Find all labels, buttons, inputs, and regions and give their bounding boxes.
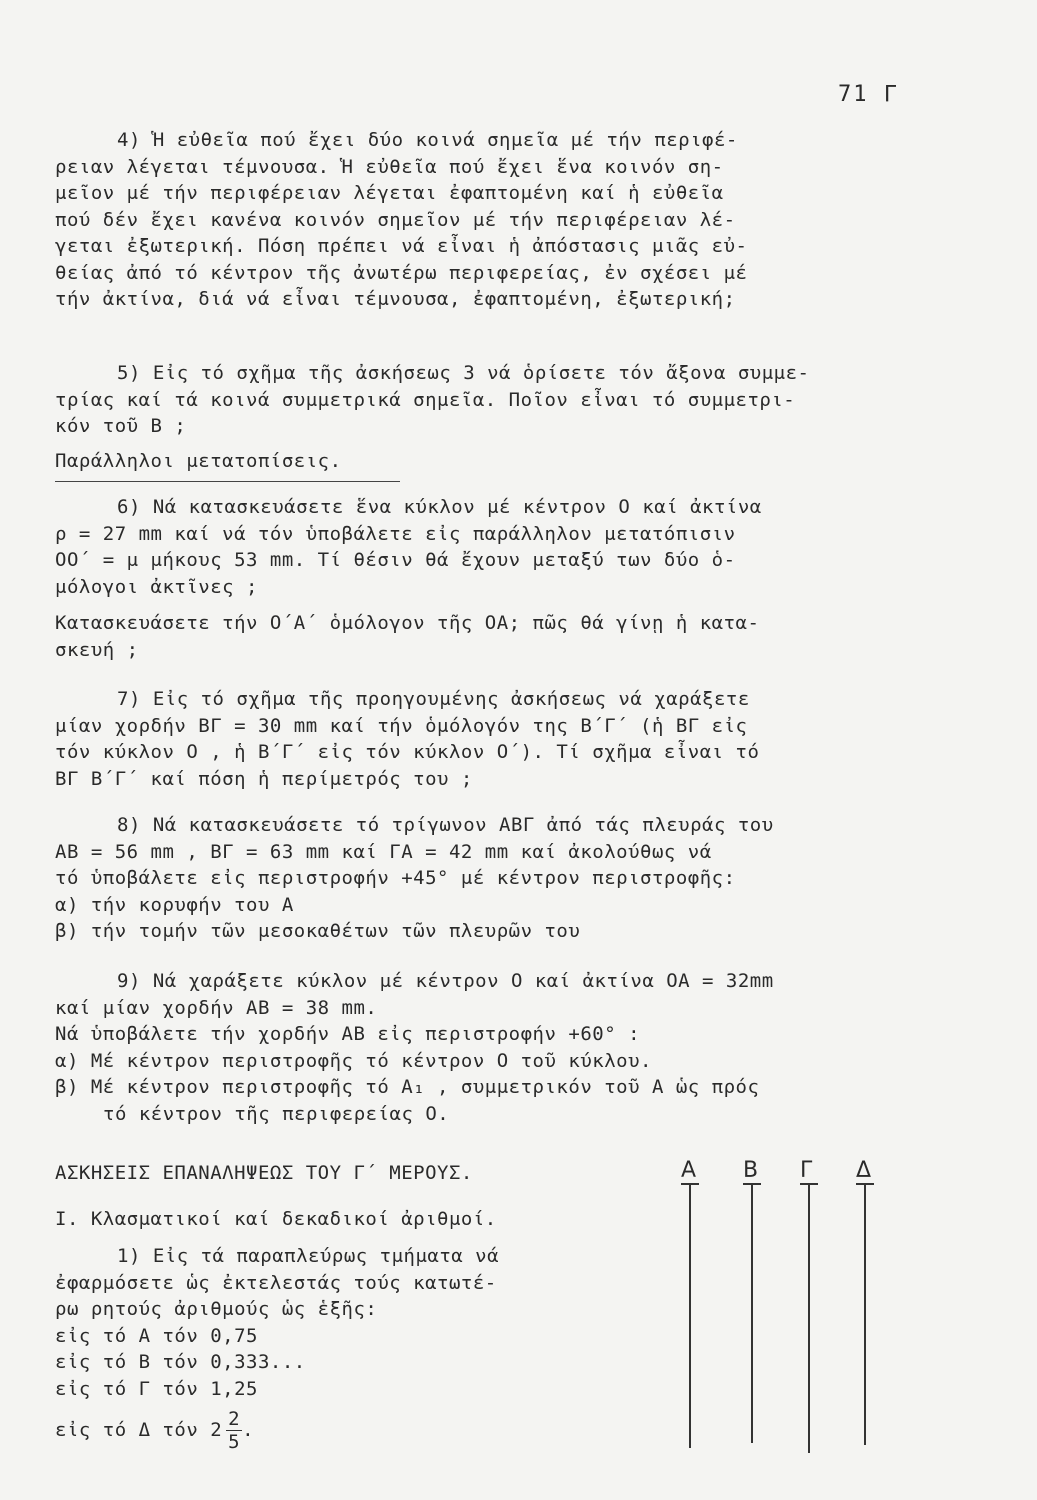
text-line: εἰς τό Γ τόν 1,25	[55, 1377, 258, 1400]
segment-label-b: Β	[743, 1158, 759, 1183]
segment-label-a: Α	[681, 1158, 697, 1183]
segment-b	[751, 1183, 753, 1443]
review-heading	[55, 1160, 960, 1187]
fraction-numerator: 2	[228, 1408, 241, 1430]
text-line: ρειαν λέγεται τέμνουσα. Ἡ εὐθεῖα πού ἔχει ἕνα κοινόν ση-	[55, 155, 724, 178]
text-line: ρ = 27 mm καί νά τόν ὑποβάλετε εἰς παράλληλον μετατόπισιν	[55, 522, 736, 545]
segment-g	[808, 1183, 810, 1453]
text-line: Νά ὑποβάλετε τήν χορδήν ΑΒ εἰς περιστροφήν +60° :	[55, 1023, 641, 1045]
section-underline	[55, 481, 400, 482]
review-exercise-1	[55, 1243, 615, 1453]
exercise-8	[55, 812, 960, 945]
mixed-number-line	[55, 1408, 615, 1453]
text-line: ρω ρητούς ἀριθμούς ὡς ἑξῆς:	[55, 1298, 378, 1320]
text-line: πού δέν ἔχει κανένα κοινόν σημεῖον μέ τήν περιφέρειαν λέ-	[55, 208, 736, 231]
text-line: μίαν χορδήν ΒΓ = 30 mm καί τήν ὁμόλογόν της Β΄Γ΄ (ἡ ΒΓ εἰς	[55, 714, 748, 737]
text-line: κόν τοῦ Β ;	[55, 415, 187, 437]
segment-label-g: Γ	[800, 1158, 813, 1183]
text-line: καί μίαν χορδήν ΑΒ = 38 mm.	[55, 996, 378, 1019]
text-line: ἐφαρμόσετε ὡς ἐκτελεστάς τούς κατωτέ-	[55, 1271, 497, 1294]
text-line: ΑΒ = 56 mm , ΒΓ = 63 mm καί ΓΑ = 42 mm καί ἀκολούθως νά	[55, 840, 712, 863]
text-line: σκευή ;	[55, 638, 139, 661]
text-line: β) τήν τομήν τῶν μεσοκαθέτων τῶν πλευρῶν του	[55, 920, 581, 942]
text-line: εἰς τό Β τόν 0,333...	[55, 1351, 306, 1373]
text-line: εἰς τό Δ τόν 2	[55, 1419, 223, 1441]
text-line: 9) Νά χαράξετε κύκλον μέ κέντρον Ο καί ἀκτίνα ΟΑ = 32mm	[117, 970, 774, 992]
subsection-title: I. Κλασματικοί καί δεκαδικοί ἀριθμοί.	[55, 1208, 497, 1230]
text-line: 1) Εἰς τά παραπλεύρως τμήματα νά	[117, 1245, 500, 1267]
text-line: τρίας καί τά κοινά συμμετρικά σημεῖα. Ποῖον εἶναι τό συμμετρι-	[55, 388, 796, 411]
text-line: 7) Εἰς τό σχῆμα τῆς προηγουμένης ἀσκήσεως νά χαράξετε	[117, 688, 750, 710]
fraction-tail: .	[242, 1419, 255, 1441]
section-title: Παράλληλοι μετατοπίσεις.	[55, 450, 342, 472]
text-line: α) Μέ κέντρον περιστροφῆς τό κέντρον Ο τοῦ κύκλου.	[55, 1049, 652, 1072]
text-line: θείας ἀπό τό κέντρον τῆς ἀνωτέρω περιφερείας, ἐν σχέσει μέ	[55, 261, 748, 284]
exercise-4	[55, 127, 960, 313]
fraction-denominator: 5	[228, 1431, 241, 1453]
text-line: 6) Νά κατασκευάσετε ἕνα κύκλον μέ κέντρον Ο καί ἀκτίνα	[117, 496, 762, 518]
exercise-5	[55, 360, 960, 440]
text-line: μεῖον μέ τήν περιφέρειαν λέγεται ἐφαπτομένη καί ἡ εὐθεῖα	[55, 182, 724, 204]
subsection-heading	[55, 1206, 960, 1233]
exercise-6	[55, 494, 960, 663]
page-number: 71 Γ	[838, 82, 899, 107]
segment-a	[689, 1183, 691, 1448]
text-line: τήν ἀκτίνα, διά νά εἶναι τέμνουσα, ἐφαπτομένη, ἐξωτερική;	[55, 288, 736, 310]
text-line: τό κέντρον τῆς περιφερείας Ο.	[103, 1102, 450, 1125]
text-line: 4) Ἡ εὐθεῖα πού ἔχει δύο κοινά σημεῖα μέ τήν περιφέ-	[117, 129, 738, 151]
text-line: α) τήν κορυφήν του Α	[55, 893, 294, 916]
text-line: ΒΓ Β΄Γ΄ καί πόση ἡ περίμετρός του ;	[55, 767, 473, 790]
segment-label-d: Δ	[856, 1158, 872, 1183]
text-line: ΟΟ΄ = μ μήκους 53 mm. Τί θέσιν θά ἔχουν μεταξύ των δύο ὁ-	[55, 549, 736, 571]
review-title: ΑΣΚΗΣΕΙΣ ΕΠΑΝΑΛΗΨΕΩΣ ΤΟΥ Γ΄ ΜΕΡΟΥΣ.	[55, 1162, 473, 1184]
text-line: β) Μέ κέντρον περιστροφῆς τό Α₁ , συμμετρικόν τοῦ Α ὡς πρός	[55, 1076, 760, 1098]
text-line: Κατασκευάσετε τήν Ο΄Α΄ ὁμόλογον τῆς ΟΑ; πῶς θά γίνῃ ἡ κατα-	[55, 612, 760, 634]
text-line: μόλογοι ἀκτῖνες ;	[55, 575, 258, 598]
section-heading	[55, 448, 960, 475]
text-line: εἰς τό Α τόν 0,75	[55, 1324, 258, 1347]
text-line: γεται ἐξωτερική. Πόση πρέπει νά εἶναι ἡ ἀπόστασις μιᾶς εὐ-	[55, 235, 748, 257]
text-line: τόν κύκλον Ο , ἡ Β΄Γ΄ εἰς τόν κύκλον Ο΄). Τί σχῆμα εἶναι τό	[55, 741, 760, 763]
segment-d	[864, 1183, 866, 1445]
text-line: 5) Εἰς τό σχῆμα τῆς ἀσκήσεως 3 νά ὁρίσετε τόν ἄξονα συμμε-	[117, 362, 810, 384]
fraction	[226, 1408, 242, 1453]
exercise-7	[55, 686, 960, 792]
exercise-9	[55, 968, 960, 1127]
text-line: τό ὑποβάλετε εἰς περιστροφήν +45° μέ κέντρον περιστροφῆς:	[55, 867, 736, 889]
text-line: 8) Νά κατασκευάσετε τό τρίγωνον ΑΒΓ ἀπό τάς πλευράς του	[117, 814, 774, 836]
